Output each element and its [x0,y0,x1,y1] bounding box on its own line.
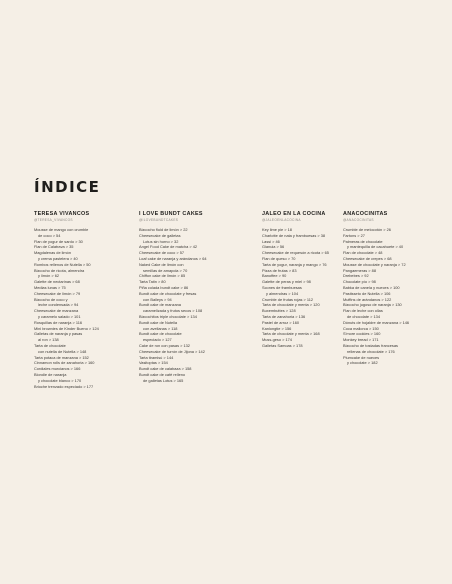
index-entry: Cheesecake de turrón de Jijona > 142 [139,348,205,354]
index-entry: de galletas Lotus > 165 [143,377,184,383]
index-entry: Monkey bread > 171 [343,337,379,343]
column-title: TERESA VIVANCOS [34,211,90,217]
index-entry: semillas de amapola > 70 [143,267,188,273]
index-entry: Tarta de chocolate y menta > 168 [262,331,320,337]
index-entry: Brioche trenzado especiado > 177 [34,383,94,389]
entry-list [343,227,443,366]
index-entry: Tarta de zanahoria > 136 [262,313,306,319]
index-entry: y limón > 62 [38,273,60,279]
index-entry: Loaf cake de naranja y arándanos > 64 [139,255,207,261]
index-entry: Mousse de chocolate y naranja > 72 [343,261,406,267]
index-entry: Galette de peras y miel > 98 [262,279,311,285]
index-entry: Bizcochitos triple chocolate > 134 [139,313,197,319]
index-entry: Cordiales murcianos > 166 [34,366,81,372]
entry-list [34,227,134,389]
index-entry: y almendras > 104 [266,290,299,296]
index-entry: Mousse de mango con crumble [34,227,89,232]
index-entry: Pastisseto de Nutella > 106 [343,290,391,296]
index-entry: Bundt cake de chocolate [139,331,182,337]
index-entry: Pizza de frutas > 83 [262,267,297,273]
column-title: I LOVE BUNDT CAKES [139,211,203,217]
index-entry: Crumble de melocotón > 26 [343,227,391,232]
index-entry: caramelizada y frutos secos > 108 [143,308,203,314]
index-entry: Angel Food Cake de matcha > 42 [139,244,198,250]
index-entry: Cheesecake de limón > 79 [34,290,81,296]
column-subtitle: @JALEOENLACOCINA [262,218,301,222]
index-entry: especiado > 127 [143,337,172,343]
column-subtitle: @ANACOCINITAS [343,218,374,222]
index-entry: Medias lunas > 75 [34,284,66,290]
index-entry: Flan de yogur de sardo > 30 [34,238,83,244]
index-entry: Muss-geso > 174 [262,337,292,343]
index-entry: Babka de canela y nueces > 100 [343,284,400,290]
index-entry: Bizcocho jugoso de naranja > 130 [343,302,402,308]
index-column-anacocinitas [343,211,443,366]
index-entry: Blondie de naranja [34,371,67,377]
index-entry: al ron > 138 [38,337,59,343]
index-entry: Cake de ron con pasas > 132 [139,342,190,348]
index-entry: Cinnamon rolls de zanahoria > 160 [34,360,95,366]
index-entry: leche condensada > 94 [38,302,79,308]
index-entry: Drebebes > 92 [343,273,369,279]
index-entry: Cheesecake de requesón a ricota > 65 [262,250,329,256]
index-entry: Chocolate pío > 98 [343,279,376,285]
index-entry: con avellanas > 118 [143,325,178,331]
index-entry: Banoffee > 90 [262,273,287,279]
index-entry: con nutella de Nutella > 148 [38,348,87,354]
index-entry: Charlotte de nata y frambuesas > 38 [262,232,326,238]
index-entry: con Baileys > 94 [143,296,172,302]
index-entry: y chocolate blanco > 170 [38,377,82,383]
index-entry: Mini brownies de Kinder Bueno > 124 [34,325,99,331]
index-entry: Bizcocho de ricota, almendra [34,267,85,273]
entry-list [139,227,239,384]
index-entry: Bundt cake de Nutella [139,319,178,325]
index-entry: Lassi > 46 [262,238,280,244]
index-entry: Tarta de chocolate y menta > 120 [262,302,320,308]
index-entry: Pastel de arroz > 160 [262,319,300,325]
index-entry: Gianuia > 56 [262,244,285,250]
index-entry: Muffins de arándanos > 122 [343,296,392,302]
index-entry: Fartons > 27 [343,232,365,238]
index-entry: Naked Cake de limón con [139,261,184,267]
column-title: JALEO EN LA COCINA [262,211,326,217]
index-entry: S'more cookies > 160 [343,331,381,337]
index-entry: Bundt cake de manzana [139,302,181,308]
index-entry: Tarta de yogur, naranja y mango > 76 [262,261,327,267]
index-entry: rellenas de chocolate > 176 [347,348,395,354]
index-entry: Bundt cake de chocolate y fresas [139,290,197,296]
index-entry: Rombos rellenos de Nutella > 50 [34,261,91,267]
index-entry: Crumble de frutas rojas > 112 [262,296,314,302]
index-entry: Galette de nectarinas > 68 [34,279,80,285]
index-entry: y crema pastelera > 40 [38,255,78,261]
index-entry: Bundt cake de café relleno [139,371,186,377]
index-entry: Flan de chocolate > 48 [343,250,383,256]
index-entry: Tarta de chocolate [34,342,66,348]
index-entry: Chiffon cake de limón > 85 [139,273,186,279]
page-title: ÍNDICE [34,178,101,196]
index-entry: Tarta tiramisú > 144 [139,354,174,360]
index-entry: Magdalenas de limón [34,250,71,256]
index-entry: Bundt cake de calabaza > 158 [139,366,192,372]
column-subtitle: @TERESA_VIVANCOS [34,218,73,222]
index-entry: Tarta Tatin > 80 [139,279,166,285]
index-entry: Tarta potaca de manzana > 152 [34,354,89,360]
index-entry: Lotus sin horno > 32 [143,238,179,244]
index-entry: Key lime pie > 18 [262,227,292,232]
index-entry: y chocolate > 182 [347,360,378,366]
index-entry: y caramelo salado > 101 [38,313,81,319]
index-entry: de chocolate > 134 [347,313,380,319]
index-entry: Rosquillas de naranja > 116 [34,319,83,325]
index-entry: Dónuts de hojaldre de manzana > 146 [343,319,410,325]
index-entry: Palmeras de chocolate [343,238,383,244]
index-entry: Pangaemeras > 88 [343,267,376,273]
column-title: ANACOCINITAS [343,211,388,217]
index-entry: Piña colada bundt cake > 86 [139,284,189,290]
index-entry: de coco > 54 [38,232,61,238]
index-entry: Kanlongtie > 156 [262,325,292,331]
index-entry: Bizcocho fluid de limón > 22 [139,227,188,232]
column-subtitle: @ILOVEBUNDTCAKES [139,218,179,222]
index-column-teresa-vivancos [34,211,134,389]
index-entry: Cheesecake de coco > 57 [139,250,185,256]
index-entry: Cheesecake de galletas [139,232,181,238]
index-entry: Plumcake de nueces [343,354,380,360]
index-entry: Cheesecake de manzana [34,308,79,314]
index-entry: Coca mallorca > 150 [343,325,379,331]
index-entry: Galletas Samoas > 178 [262,342,303,348]
index-entry: y mantequilla de cacahuete > 40 [347,244,404,250]
index-entry: Galletas de naranja y pasas [34,331,83,337]
index-entry: Flan de leche con ollas [343,308,383,314]
index-entry: Scones de frambuesas [262,284,302,290]
index-entry: Bizcocho de coco y [34,296,68,302]
index-column-i-love-bundt-cakes [139,211,239,384]
index-entry: Bizcocho de tostadas francesas [343,342,398,348]
index-entry: Vasitoptas > 154 [139,360,168,366]
index-entry: Cheesecake de crepes > 68 [343,255,392,261]
index-entry: Flan de queso > 70 [262,255,296,261]
index-entry: Buxembuttes > 128 [262,308,296,314]
index-entry: Flan de Calatrava > 35 [34,244,74,250]
